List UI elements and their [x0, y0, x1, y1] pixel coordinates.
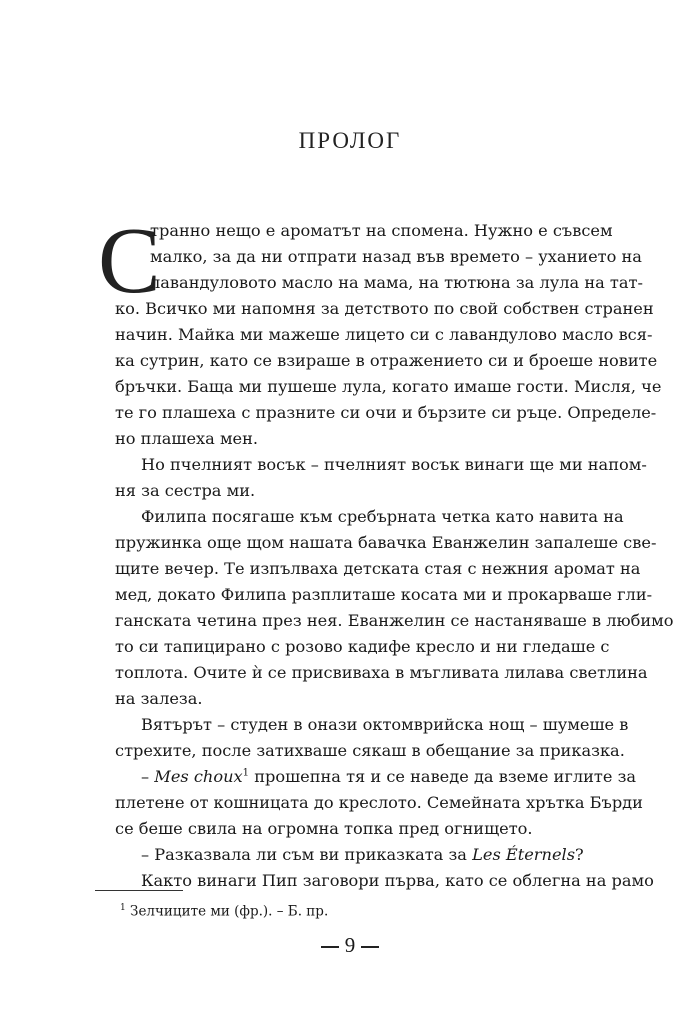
footnote-marker: 1 [120, 903, 126, 913]
text-span: прошепна тя и се наведе да вземе иглите за [254, 767, 637, 786]
text-line: Но пчелният восък – пчелният восък винаги ще ми напом- [141, 455, 647, 474]
text-line: мед, докато Филипа разплиташе косата ми и прокарваше гли- [115, 585, 653, 604]
text-line [115, 764, 637, 790]
text-line: лавандуловото масло на мама, на тютюна за лула на тат- [150, 273, 643, 292]
text-line: ко. Всичко ми напомня за детството по свой собствен странен [115, 299, 654, 318]
text-line: бръчки. Баща ми пушеше лула, когато имаше гости. Мисля, че [115, 377, 662, 396]
text-line: ня за сестра ми. [115, 481, 256, 500]
text-line: стрехите, после затихваше сякаш в обещание за приказка. [115, 741, 625, 760]
italic-phrase: Les Éternels [472, 845, 576, 864]
page-number [0, 932, 700, 958]
text-line: Филипа посягаше към сребърната четка като навита на [141, 507, 624, 526]
text-line: се беше свила на огромна топка пред огнището. [115, 819, 533, 838]
text-line [115, 842, 597, 868]
page-number-value: 9 [344, 933, 356, 957]
text-line: щите вечер. Те изпълваха детската стая с нежния аромат на [115, 559, 641, 578]
text-line: малко, за да ни отпрати назад във времето – уханието на [150, 247, 642, 266]
text-line: ганската четина през нея. Еванжелин се настаняваше в любимо [115, 611, 674, 630]
text-line: на залеза. [115, 689, 203, 708]
page-number-dash-left [321, 946, 339, 948]
text-line: пружинка още щом нашата бавачка Еванжелин запалеше све- [115, 533, 657, 552]
text-span: ? [575, 845, 584, 864]
text-line: начин. Майка ми мажеше лицето си с лавандулово масло вся- [115, 325, 653, 344]
text-line: но плашеха мен. [115, 429, 259, 448]
chapter-title: ПРОЛОГ [298, 128, 402, 153]
footnote [120, 898, 328, 922]
text-span: – Разказвала ли съм ви приказката за [141, 845, 467, 864]
text-line: Както винаги Пип заговори първа, като се облегна на рамо [141, 871, 654, 890]
text-line: плетене от кошницата до креслото. Семейната хрътка Бърди [115, 793, 643, 812]
text-line: то си тапицирано с розово кадифе кресло и ни гледаше с [115, 637, 610, 656]
text-line: транно нещо е ароматът на спомена. Нужно е съвсем [150, 221, 613, 240]
page-number-dash-right [361, 946, 379, 948]
text-line: те го плашеха с празните си очи и бързите си ръце. Определе- [115, 403, 657, 422]
italic-phrase: Mes choux [154, 767, 243, 786]
text-line: Вятърът – студен в онази октомврийска нощ – шумеше в [141, 715, 629, 734]
footnote-rule [95, 890, 183, 891]
drop-cap: С [98, 209, 161, 313]
footnote-text: Зелчиците ми (фр.). – Б. пр. [130, 903, 329, 920]
footnote-ref: 1 [242, 767, 250, 779]
text-line: топлота. Очите ѝ се присвиваха в мъгливата лилава светлина [115, 663, 648, 682]
text-line: ка сутрин, като се взираше в отражението си и броеше новите [115, 351, 658, 370]
dash: – [141, 767, 150, 786]
